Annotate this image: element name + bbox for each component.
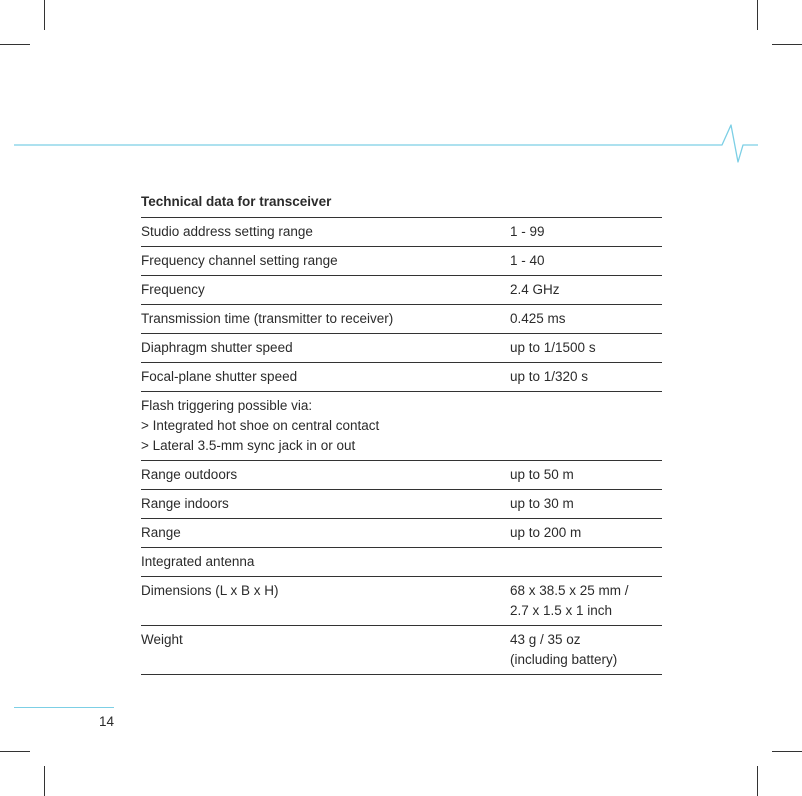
spec-row [141, 334, 662, 363]
spec-table [141, 217, 662, 675]
spec-section [141, 193, 662, 675]
spec-value: 0.425 ms [510, 305, 662, 334]
spec-label-line: Flash triggering possible via: [141, 398, 313, 413]
spec-label: Dimensions (L x B x H) [141, 577, 510, 626]
crop-mark [772, 751, 802, 752]
spec-value: 1 - 40 [510, 247, 662, 276]
spec-row [141, 577, 662, 626]
spec-value-line: (including battery) [510, 652, 618, 667]
spec-value: up to 1/1500 s [510, 334, 662, 363]
spec-row [141, 392, 662, 461]
crop-mark [44, 766, 45, 796]
spec-row [141, 519, 662, 548]
crop-mark [757, 766, 758, 796]
pulse-line-decoration [0, 0, 802, 200]
spec-value: 2.4 GHz [510, 276, 662, 305]
spec-row [141, 626, 662, 675]
spec-row [141, 218, 662, 247]
spec-label: Frequency channel setting range [141, 247, 510, 276]
spec-value: 1 - 99 [510, 218, 662, 247]
spec-label: Weight [141, 626, 510, 675]
spec-label [141, 392, 510, 461]
spec-value: up to 200 m [510, 519, 662, 548]
spec-label: Transmission time (transmitter to receiver) [141, 305, 510, 334]
spec-value: up to 30 m [510, 490, 662, 519]
spec-row [141, 548, 662, 577]
spec-label: Focal-plane shutter speed [141, 363, 510, 392]
page-number: 14 [98, 714, 114, 729]
spec-value [510, 626, 662, 675]
spec-label: Range [141, 519, 510, 548]
spec-row [141, 490, 662, 519]
spec-row [141, 276, 662, 305]
spec-label-line: > Lateral 3.5-mm sync jack in or out [141, 438, 356, 453]
spec-value: up to 50 m [510, 461, 662, 490]
spec-row [141, 363, 662, 392]
spec-row [141, 247, 662, 276]
spec-label: Integrated antenna [141, 548, 510, 577]
spec-label: Range outdoors [141, 461, 510, 490]
spec-label-line: > Integrated hot shoe on central contact [141, 418, 380, 433]
spec-row [141, 461, 662, 490]
spec-label: Frequency [141, 276, 510, 305]
crop-mark [0, 751, 30, 752]
spec-row [141, 305, 662, 334]
spec-label: Diaphragm shutter speed [141, 334, 510, 363]
spec-label: Studio address setting range [141, 218, 510, 247]
spec-label: Range indoors [141, 490, 510, 519]
spec-value-line: 68 x 38.5 x 25 mm / [510, 583, 629, 598]
spec-value: up to 1/320 s [510, 363, 662, 392]
section-title: Technical data for transceiver [141, 194, 332, 209]
footer-rule [14, 707, 114, 708]
spec-value-line: 2.7 x 1.5 x 1 inch [510, 603, 613, 618]
spec-value [510, 577, 662, 626]
spec-value [510, 548, 662, 577]
spec-value [510, 392, 662, 461]
spec-value-line: 43 g / 35 oz [510, 632, 581, 647]
